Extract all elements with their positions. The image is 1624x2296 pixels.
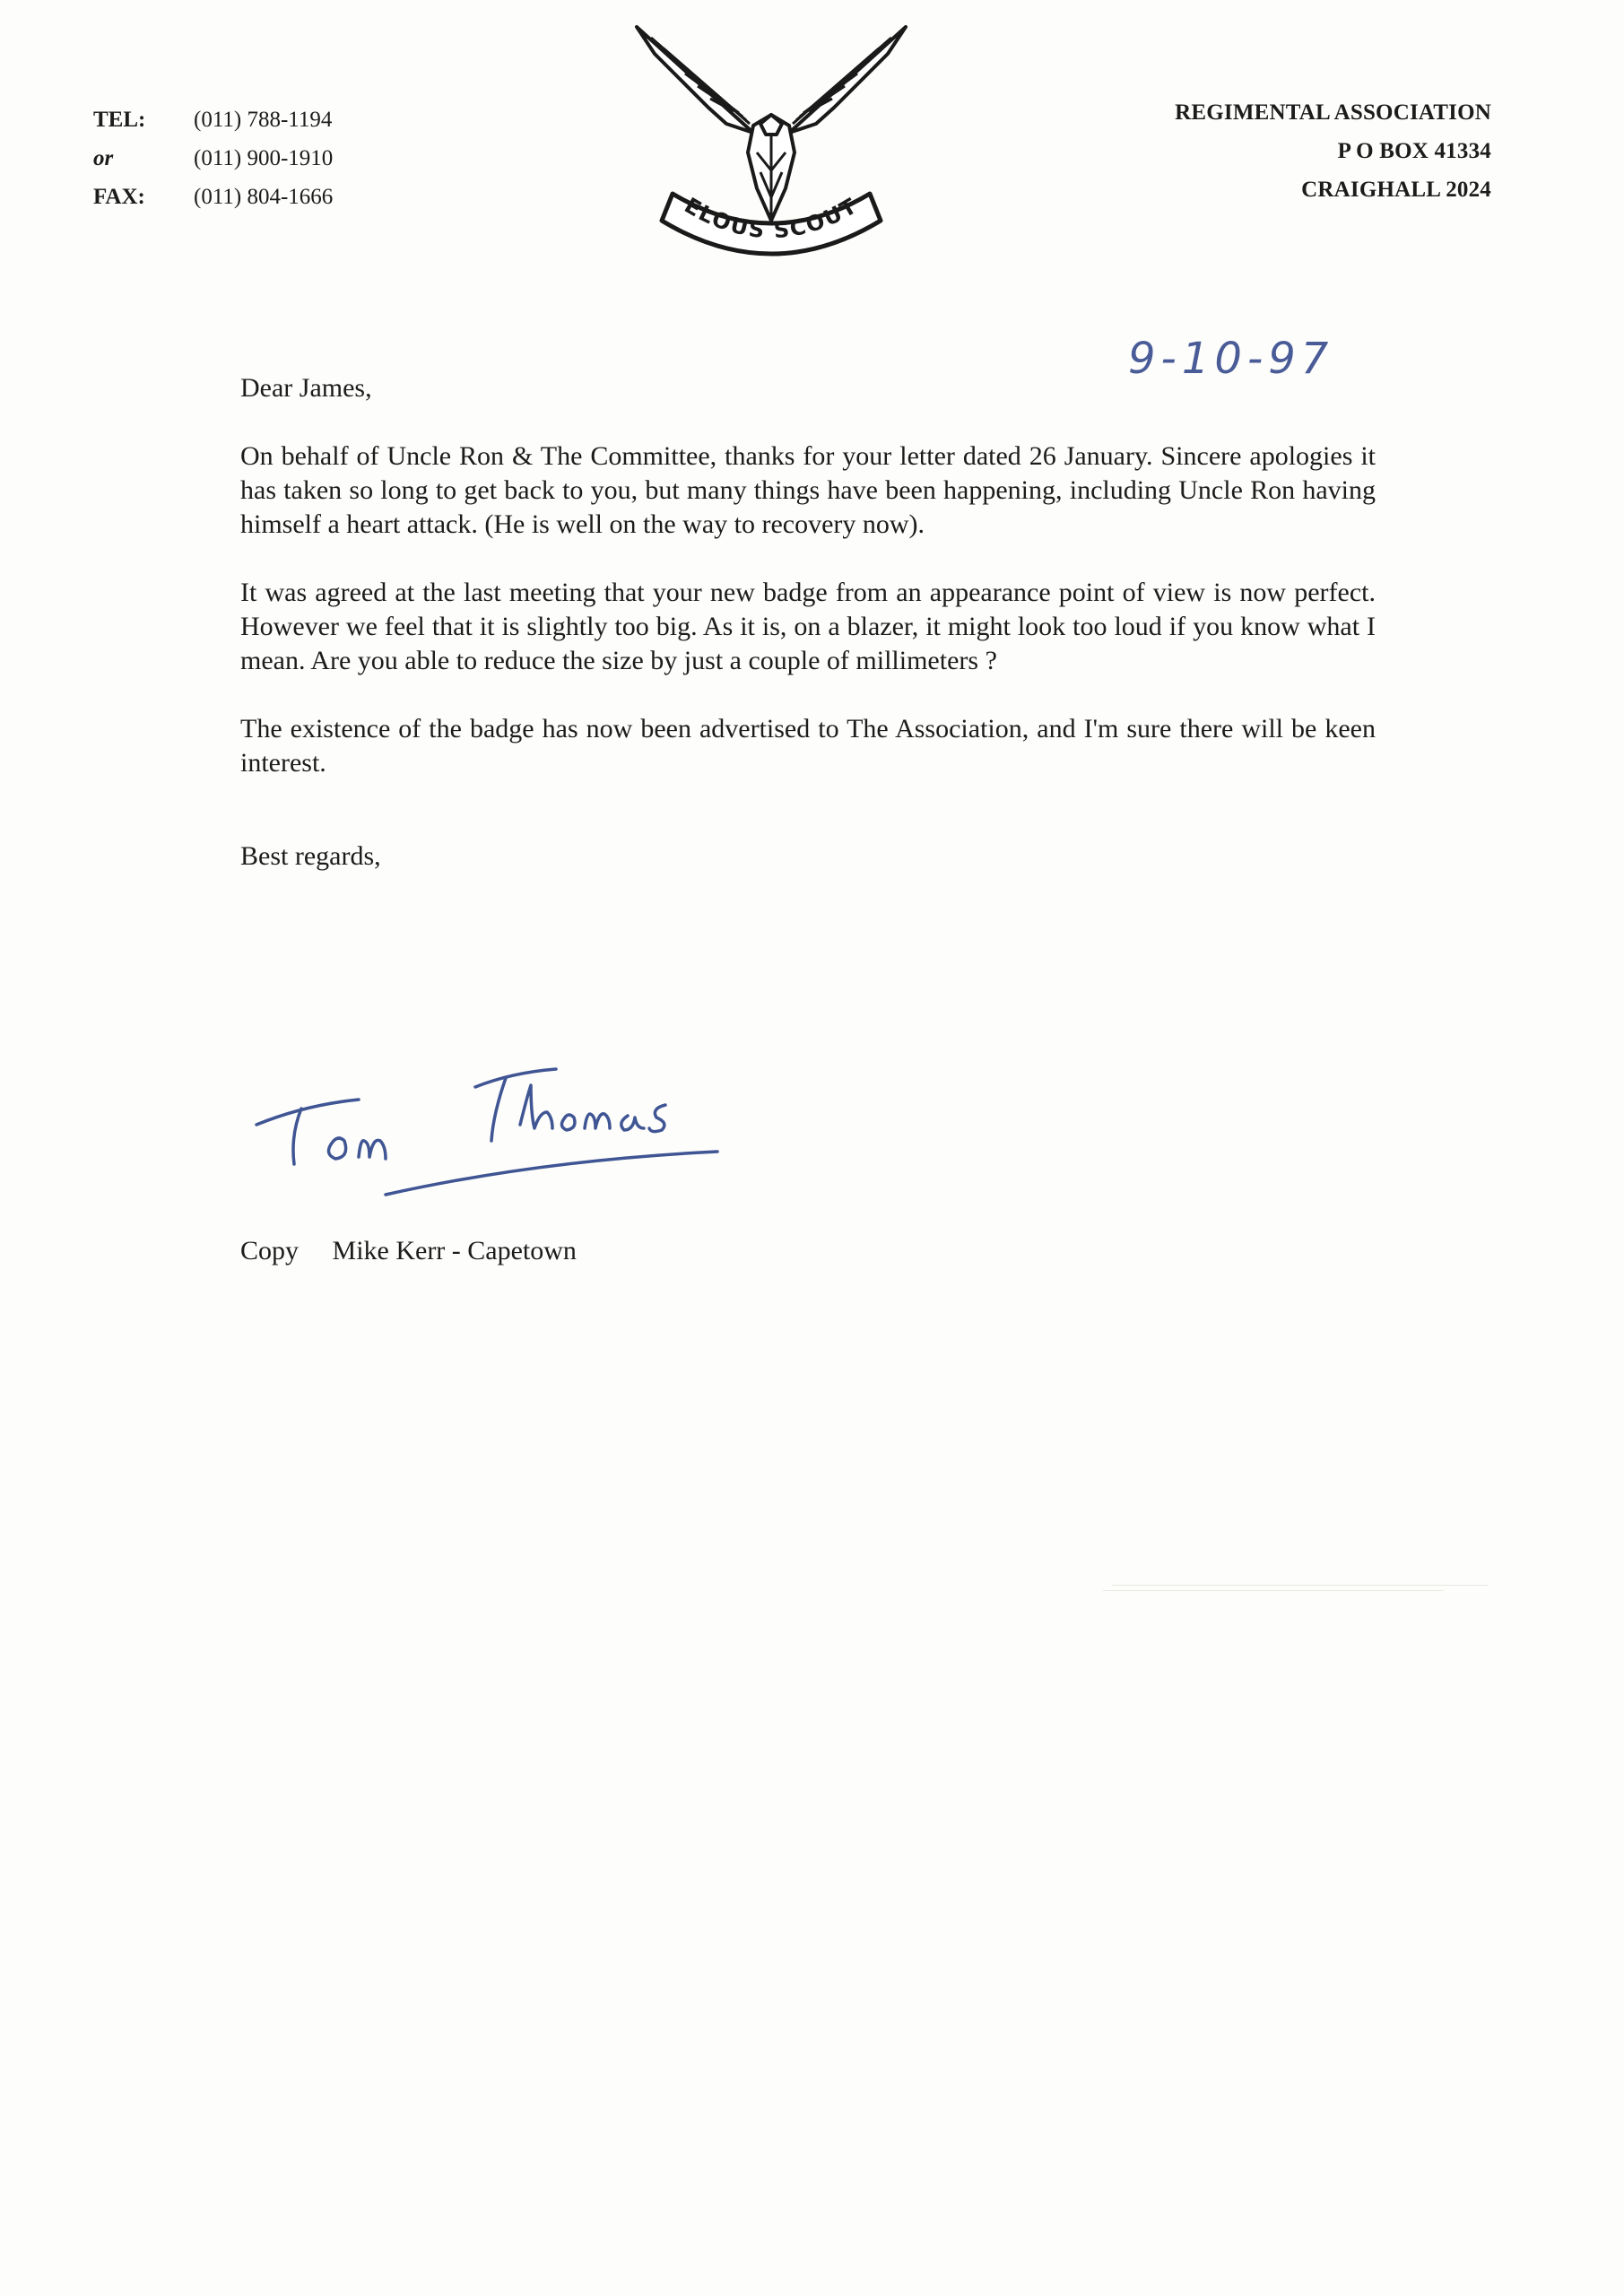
contact-label: TEL:: [93, 108, 146, 132]
paragraph: On behalf of Uncle Ron & The Committee, thanks for your letter dated 26 January. Sincere apologies it has taken so long to get back to you, but many things have been happening, including Uncle Ron having himself a heart attack. (He is well on the way to recovery now).: [240, 441, 1376, 539]
contact-row-alt: [93, 139, 333, 178]
contact-row-tel: [93, 100, 333, 139]
scan-artifact: [1112, 1585, 1489, 1586]
contact-label: FAX:: [93, 185, 145, 209]
contact-number: (011) 804-1666: [194, 185, 334, 209]
contact-block: [93, 100, 333, 216]
copy-label: Copy: [240, 1236, 300, 1265]
copy-recipient: Mike Kerr - Capetown: [332, 1236, 577, 1265]
scan-artifact: [1103, 1590, 1444, 1591]
contact-number: (011) 788-1194: [194, 108, 333, 132]
letter-body: [240, 371, 1376, 874]
paragraph: The existence of the badge has now been advertised to The Association, and I'm sure there will be keen interest.: [240, 714, 1376, 778]
badge-scroll-text: ELOUS SCOUT: [680, 192, 863, 244]
contact-number: (011) 900-1910: [194, 146, 334, 170]
address-line: CRAIGHALL 2024: [1301, 178, 1491, 202]
regimental-badge-logo: [619, 18, 924, 271]
salutation: Dear James,: [240, 373, 372, 403]
copy-line: [240, 1236, 577, 1266]
contact-row-fax: [93, 178, 333, 216]
address-line: REGIMENTAL ASSOCIATION: [1175, 100, 1491, 125]
handwritten-date: 9-10-97: [1128, 334, 1334, 384]
closing: Best regards,: [240, 841, 381, 871]
contact-label: or: [93, 146, 114, 170]
handwritten-signature: [251, 1042, 771, 1204]
address-line: P O BOX 41334: [1337, 139, 1491, 163]
address-block: [1175, 93, 1491, 209]
paragraph: It was agreed at the last meeting that your new badge from an appearance point of view is now perfect. However we feel that it is slightly too big. As it is, on a blazer, it might look too loud if you know what I mean. Are you able to reduce the size by just a couple of millimeters ?: [240, 578, 1376, 675]
